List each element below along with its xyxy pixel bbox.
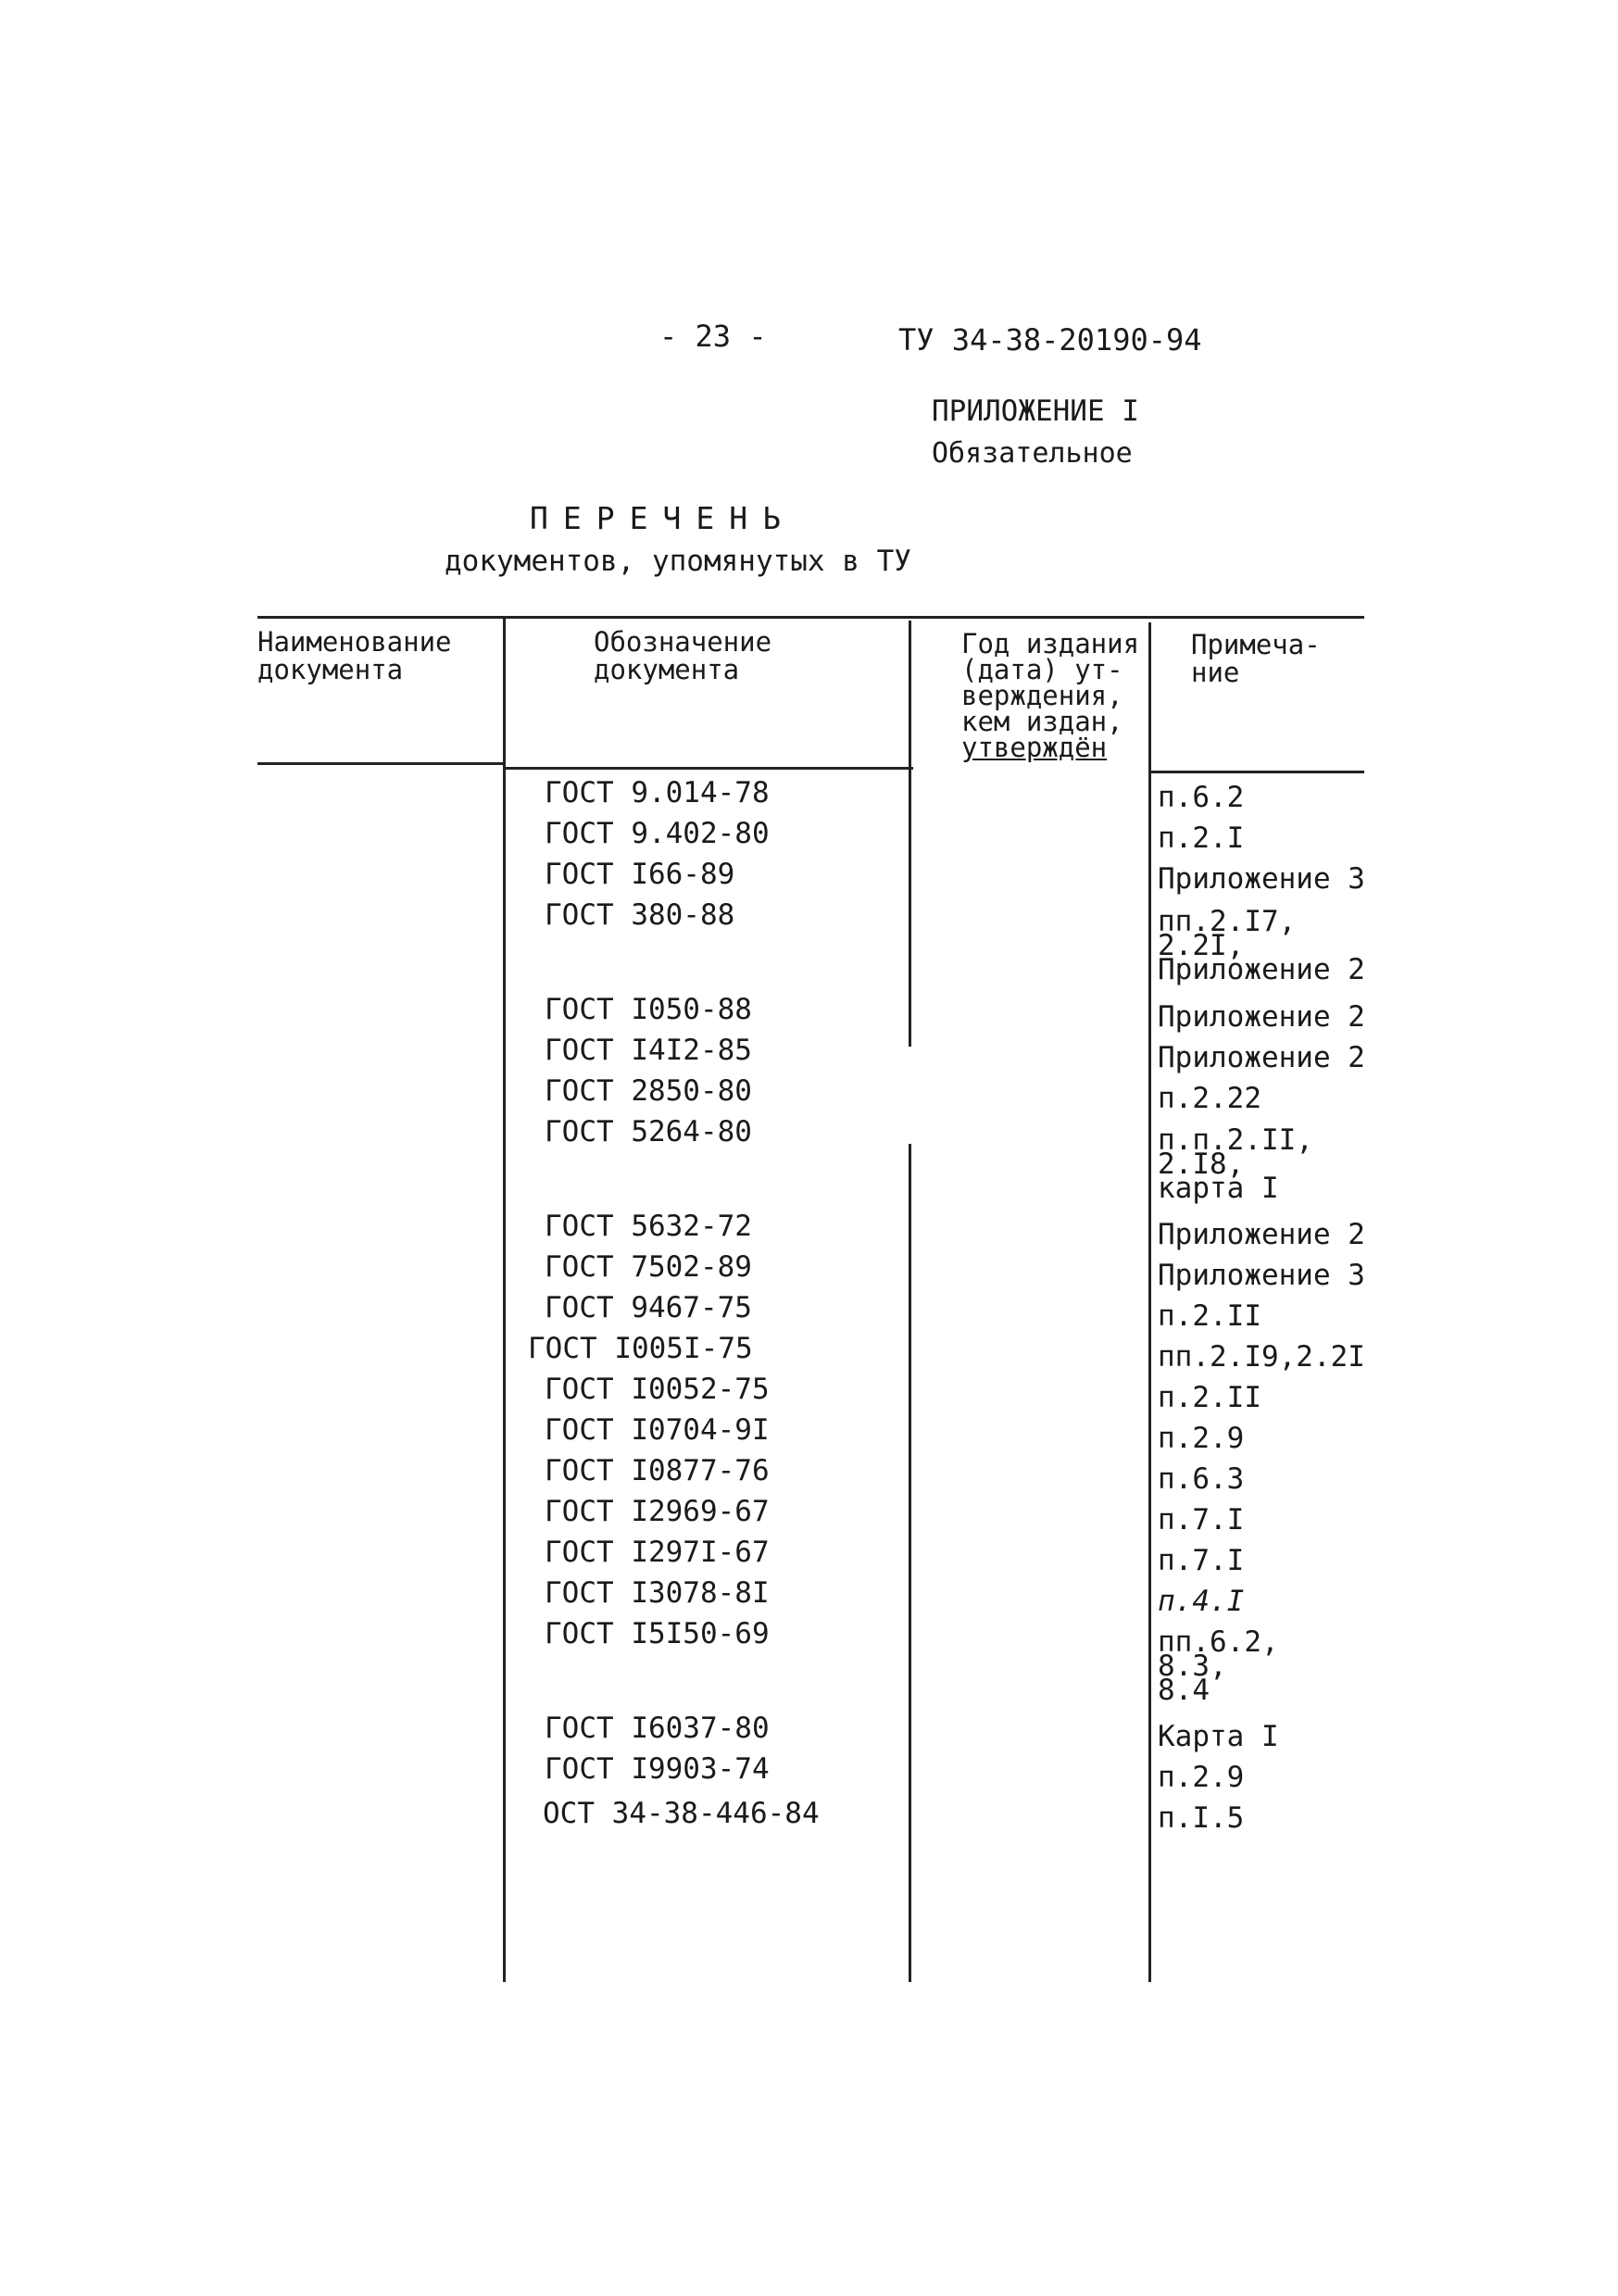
column-header-name: Наименование документа — [257, 626, 452, 685]
table-row-notes: п.2.II — [1158, 1381, 1261, 1414]
table-row-notes: пп.2.I9,2.2I — [1158, 1340, 1365, 1374]
table-row-designation: ГОСТ I0704-9I — [545, 1413, 770, 1447]
table-row-notes: пп.6.2, 8.3, 8.4 — [1158, 1625, 1279, 1707]
table-row-notes: п.2.I — [1158, 822, 1245, 855]
table-header-rule-right — [1150, 771, 1364, 773]
table-row-designation: ГОСТ I4I2-85 — [545, 1034, 752, 1067]
table-row-designation: ГОСТ I297I-67 — [545, 1536, 770, 1569]
appendix-label: ПРИЛОЖЕНИЕ I — [932, 395, 1139, 428]
table-row-designation: ГОСТ I0052-75 — [545, 1373, 770, 1406]
table-top-rule — [257, 616, 1364, 619]
table-row-notes: пп.2.I7, 2.2I, Приложение 2 — [1158, 905, 1365, 986]
table-row-notes: п.2.9 — [1158, 1761, 1245, 1794]
table-row-designation: ГОСТ I0877-76 — [545, 1454, 770, 1487]
table-row-designation: ГОСТ I2969-67 — [545, 1495, 770, 1528]
table-row-notes: п.7.I — [1158, 1544, 1245, 1577]
table-row-designation: ГОСТ 9467-75 — [545, 1291, 752, 1324]
table-row-designation: ГОСТ I66-89 — [545, 858, 735, 891]
table-row-notes: п.7.I — [1158, 1503, 1245, 1537]
table-row-notes: Приложение 3 — [1158, 1259, 1365, 1292]
table-row-designation: ГОСТ 9.014-78 — [545, 776, 770, 809]
table-row-notes: п.п.2.II, 2.I8, карта I — [1158, 1123, 1313, 1205]
table-row-notes: п.2.II — [1158, 1299, 1261, 1333]
table-row-notes: Приложение 3 — [1158, 862, 1365, 896]
table-row-designation: ГОСТ I6037-80 — [545, 1712, 770, 1745]
column-header-designation: Обозначение документа — [594, 626, 772, 685]
table-row-designation: ГОСТ 7502-89 — [545, 1250, 752, 1284]
table-header-rule-middle — [506, 767, 913, 770]
column-divider-2-lower — [909, 1144, 911, 1982]
table-row-designation: ГОСТ I005I-75 — [528, 1332, 753, 1365]
column-divider-3 — [1148, 622, 1151, 1982]
table-row-designation: ГОСТ I9903-74 — [545, 1752, 770, 1786]
table-row-notes: Карта I — [1158, 1720, 1279, 1753]
table-row-designation: ГОСТ I050-88 — [545, 993, 752, 1026]
table-row-designation: ГОСТ 380-88 — [545, 898, 735, 932]
page-number: - 23 - — [659, 319, 767, 354]
table-row-notes: п.2.22 — [1158, 1082, 1261, 1115]
table-row-designation: ГОСТ 5264-80 — [545, 1115, 752, 1148]
table-row-notes: Приложение 2 — [1158, 1218, 1365, 1251]
appendix-type: Обязательное — [932, 437, 1133, 470]
table-row-notes: п.4.I — [1158, 1585, 1245, 1618]
column-divider-2-upper — [909, 621, 911, 1047]
table-row-designation: ГОСТ 5632-72 — [545, 1210, 752, 1243]
table-row-notes: п.2.9 — [1158, 1422, 1245, 1455]
table-row-designation: ГОСТ I5I50-69 — [545, 1617, 770, 1650]
table-row-designation: ГОСТ 2850-80 — [545, 1074, 752, 1108]
column-header-notes: Примеча- ние — [1191, 629, 1321, 688]
table-row-notes: п.6.3 — [1158, 1462, 1245, 1496]
column-divider-1 — [503, 619, 506, 1982]
table-row-notes: п.6.2 — [1158, 781, 1245, 814]
table-row-notes: Приложение 2 — [1158, 1000, 1365, 1034]
table-row-notes: Приложение 2 — [1158, 1041, 1365, 1074]
table-row-notes: п.I.5 — [1158, 1801, 1245, 1835]
table-row-designation: ГОСТ 9.402-80 — [545, 817, 770, 850]
table-row-designation: ГОСТ I3078-8I — [545, 1576, 770, 1610]
column-header-year: Год издания (дата) ут- верждения, кем издан, утверждён — [961, 628, 1140, 763]
page-subtitle: документов, упомянутых в ТУ — [445, 545, 911, 578]
table-header-rule-left — [257, 762, 506, 765]
table-row-designation: ОСТ 34-38-446-84 — [543, 1797, 820, 1830]
document-code: ТУ 34-38-20190-94 — [898, 322, 1202, 358]
page-title: ПЕРЕЧЕНЬ — [530, 500, 796, 536]
